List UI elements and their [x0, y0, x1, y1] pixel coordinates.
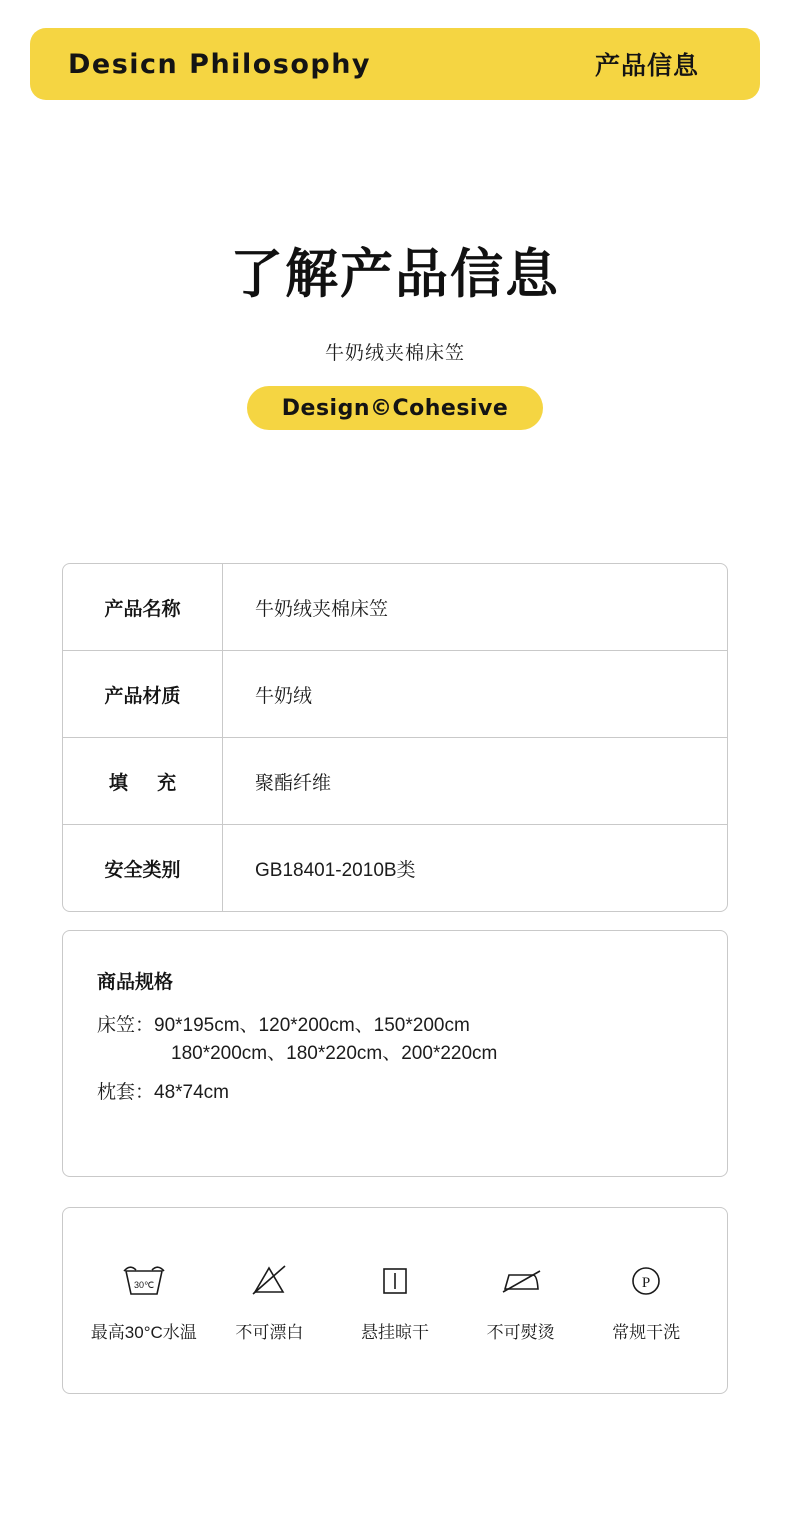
- size-spec-box: [62, 930, 728, 1177]
- table-row: [63, 738, 727, 825]
- svg-text:30℃: 30℃: [133, 1280, 154, 1290]
- spec-value: 聚酯纤维: [255, 772, 332, 794]
- page-title: 了解产品信息: [230, 245, 560, 304]
- header-banner: [30, 28, 760, 100]
- care-label: 最高30°C水温: [90, 1323, 197, 1342]
- care-item: [81, 1258, 207, 1343]
- care-label: 常规干洗: [612, 1323, 681, 1342]
- spec-key: 安全类别: [63, 825, 223, 911]
- spec-value: 牛奶绒: [255, 685, 313, 707]
- table-row: [63, 651, 727, 738]
- line-dry-icon: [374, 1258, 416, 1304]
- care-item: [207, 1258, 333, 1343]
- header-right-title: 产品信息: [595, 52, 700, 80]
- size-spec-line-3: 枕套：48*74cm: [97, 1082, 229, 1104]
- spec-key: 产品材质: [63, 651, 223, 737]
- page-subtitle: 牛奶绒夹棉床笠: [324, 343, 465, 364]
- table-row: [63, 564, 727, 651]
- svg-text:P: P: [642, 1275, 651, 1291]
- care-item: [332, 1258, 458, 1343]
- no-bleach-icon: [246, 1258, 292, 1304]
- care-item: [583, 1258, 709, 1343]
- no-iron-icon: [495, 1258, 547, 1304]
- spec-value: 牛奶绒夹棉床笠: [255, 598, 389, 620]
- design-badge: Design©Cohesive: [247, 386, 543, 430]
- care-label: 不可熨烫: [486, 1323, 555, 1342]
- wash-30c-icon: [116, 1258, 172, 1304]
- size-spec-line-1: 床笠：90*195cm、120*200cm、150*200cm: [97, 1015, 470, 1036]
- care-item: [458, 1258, 584, 1343]
- size-spec-title: 商品规格: [97, 972, 174, 993]
- product-spec-table: [62, 563, 728, 912]
- care-label: 不可漂白: [235, 1323, 304, 1342]
- spec-key: 填 充: [63, 738, 223, 824]
- table-row: [63, 825, 727, 911]
- spec-value: GB18401-2010B类: [255, 859, 416, 881]
- care-label: 悬挂晾干: [360, 1323, 429, 1342]
- size-spec-line-2: 180*200cm、180*220cm、200*220cm: [171, 1042, 498, 1064]
- dry-clean-p-icon: [625, 1258, 667, 1304]
- spec-key: 产品名称: [63, 564, 223, 650]
- care-instructions-box: [62, 1207, 728, 1394]
- header-left-title: Desicn Philosophy: [68, 48, 372, 80]
